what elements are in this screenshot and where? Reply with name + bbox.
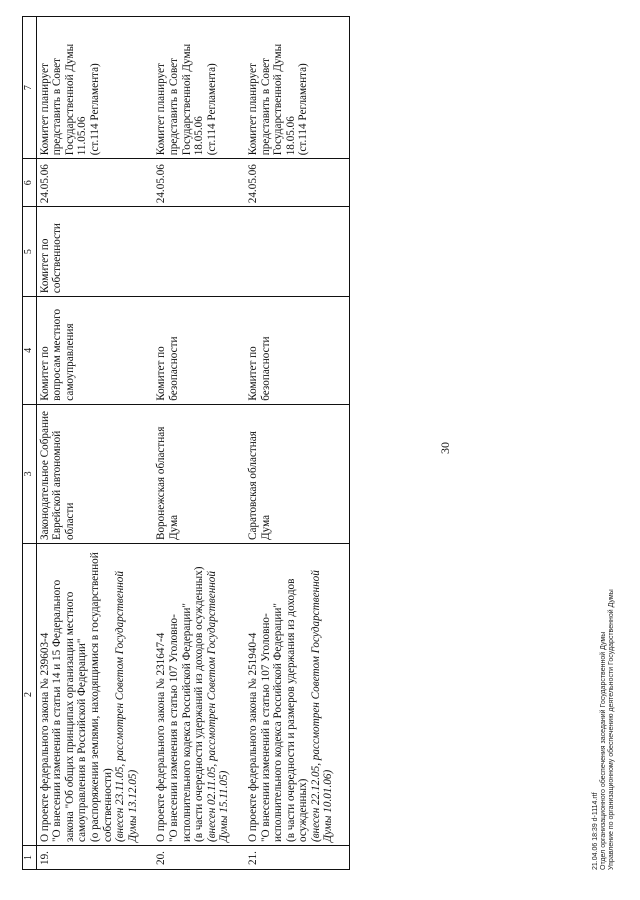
bill-note: (в части очередности и размеров удержания из доходов осужденных) — [284, 578, 310, 843]
plan-text: Комитет планирует представить в Совет Государственной Думы 18.05.06 — [246, 43, 297, 156]
date: 24.05.06 — [36, 159, 153, 207]
responsible-committee: Комитет по безопасности — [153, 297, 245, 405]
page-number: 30 — [438, 442, 452, 454]
plan-cell — [245, 17, 350, 159]
document-footer — [592, 589, 616, 870]
bill-description: "О внесении изменений в статьи 14 и 15 Федерального закона "Об общих принципах организации местного самоуправления в Российской Федерации" — [51, 579, 89, 843]
table-row — [153, 17, 245, 870]
plan-text: Комитет планирует представить в Совет Государственной Думы 11.05.06 — [38, 43, 89, 156]
column-header: 1 — [23, 846, 37, 870]
bill-history: (внесен 02.11.05, рассмотрен Советом Государственной Думы 15.11.05) — [205, 571, 231, 843]
bill-note: (о распоряжении землями, находящимися в государственной собственности) — [88, 552, 114, 843]
row-number: 20. — [153, 846, 245, 870]
bill-cell — [245, 544, 350, 846]
footer-department: Отдел организационного обеспечения заседаний Государственной Думы — [600, 631, 607, 870]
bill-history: (внесен 23.11.05, рассмотрен Советом Государственной Думы 13.12.05) — [114, 571, 139, 843]
table-row — [245, 17, 350, 870]
initiator: Законодательное Собрание Еврейской автономной области — [36, 404, 153, 543]
bill-history: (внесен 22.12.05, рассмотрен Советом Государственной Думы 10.01.06) — [309, 570, 335, 843]
plan-reference: (ст.114 Регламента) — [297, 63, 310, 156]
column-header: 4 — [23, 297, 37, 405]
bill-title: О проекте федерального закона № 231647-4 — [155, 632, 168, 843]
plan-reference: (ст.114 Регламента) — [88, 63, 101, 156]
footer-file-info: 21.04.06 18:39 d-1114.rtf — [592, 792, 599, 870]
bill-title: О проекте федерального закона № 239603-4 — [38, 632, 51, 843]
column-header: 2 — [23, 544, 37, 846]
plan-text: Комитет планирует представить в Совет Государственной Думы 18.05.06 — [155, 43, 206, 156]
co-committee — [153, 207, 245, 297]
column-header: 7 — [23, 17, 37, 159]
column-header: 5 — [23, 207, 37, 297]
initiator: Саратовская областная Дума — [245, 404, 350, 543]
row-number: 19. — [36, 846, 153, 870]
responsible-committee: Комитет по безопасности — [245, 297, 350, 405]
bill-description: "О внесении изменений в статью 107 Уголовно-исполнительного кодекса Российской Федерации" — [259, 603, 285, 843]
column-header: 3 — [23, 404, 37, 543]
co-committee: Комитет по собственности — [36, 207, 153, 297]
plan-reference: (ст.114 Регламента) — [205, 63, 218, 156]
bill-title: О проекте федерального закона № 251940-4 — [246, 632, 259, 843]
bill-note: (в части очередности удержаний из доходов осужденных) — [193, 566, 206, 843]
bill-description: "О внесении изменения в статью 107 Уголовно-исполнительного кодекса Российской Федерации" — [167, 603, 193, 843]
column-header: 6 — [23, 159, 37, 207]
footer-directorate: Управление по организационному обеспечению деятельности Государственной Думы — [608, 589, 615, 870]
table-row — [36, 17, 153, 870]
plan-cell — [36, 17, 153, 159]
bill-cell — [36, 544, 153, 846]
bill-cell — [153, 544, 245, 846]
plan-cell — [153, 17, 245, 159]
initiator: Воронежская областная Дума — [153, 404, 245, 543]
row-number: 21. — [245, 846, 350, 870]
responsible-committee: Комитет по вопросам местного самоуправления — [36, 297, 153, 405]
co-committee — [245, 207, 350, 297]
bills-table — [22, 16, 350, 870]
date: 24.05.06 — [153, 159, 245, 207]
date: 24.05.06 — [245, 159, 350, 207]
table-header-row — [23, 17, 37, 870]
